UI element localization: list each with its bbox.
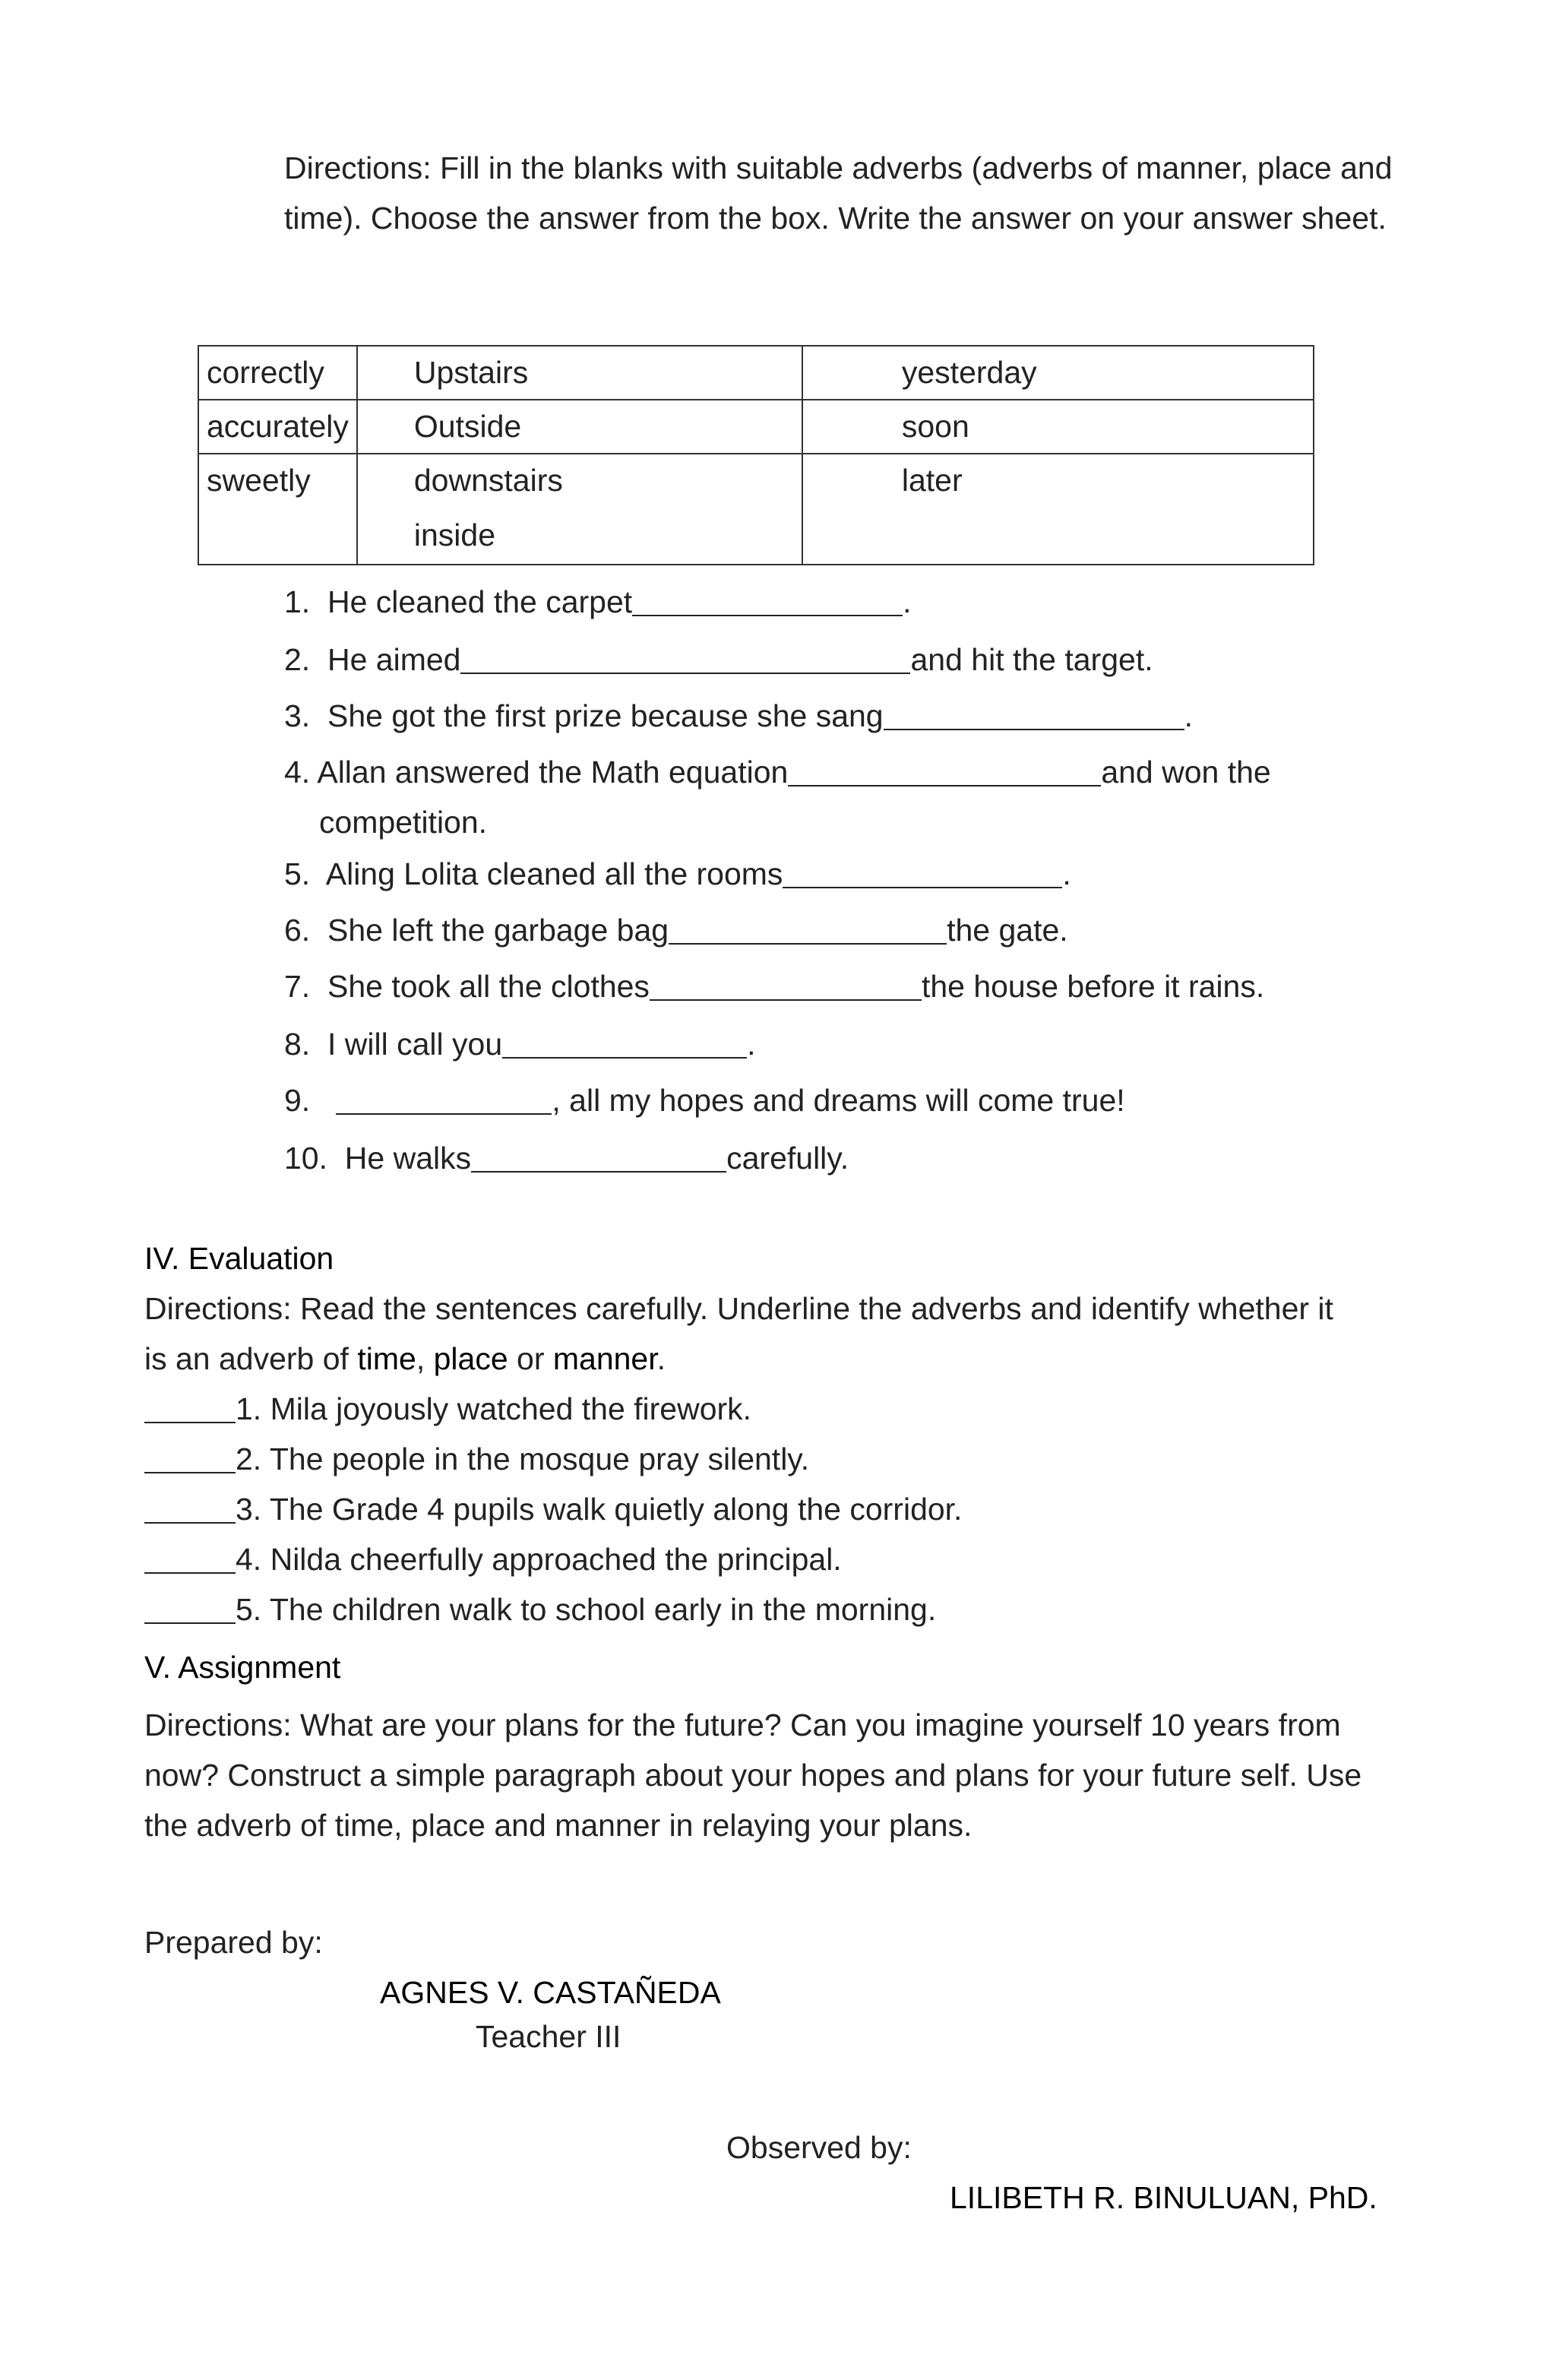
item-number: 2. bbox=[284, 642, 311, 678]
exercise-item-5 bbox=[284, 856, 1071, 893]
item-number: 5. bbox=[284, 856, 311, 892]
item-text: 4. Nilda cheerfully approached the principal. bbox=[236, 1542, 842, 1578]
keyword-place: place bbox=[433, 1341, 508, 1376]
word-cell: sweetly bbox=[198, 454, 357, 565]
assignment-line-2: now? Construct a simple paragraph about your hopes and plans for your future self. Use bbox=[144, 1758, 1362, 1793]
item-text: 1. Mila joyously watched the firework. bbox=[236, 1391, 752, 1427]
item-text: He walks bbox=[344, 1141, 472, 1176]
item-text: Allan answered the Math equation bbox=[317, 755, 789, 790]
assignment-line-1: Directions: What are your plans for the future? Can you imagine yourself 10 years from bbox=[144, 1707, 1341, 1742]
item-number: 1. bbox=[284, 584, 311, 620]
word-cell: correctly bbox=[198, 346, 357, 400]
item-number: 10. bbox=[284, 1141, 327, 1176]
word-cell: later bbox=[802, 454, 1314, 565]
answer-blank[interactable] bbox=[650, 968, 922, 1001]
exercise-item-9 bbox=[284, 1082, 1125, 1119]
item-text: and won the bbox=[1101, 755, 1271, 790]
item-text: . bbox=[1184, 698, 1194, 734]
evaluation-item bbox=[144, 1441, 809, 1478]
observed-by-label: Observed by: bbox=[726, 2130, 912, 2165]
item-number: 6. bbox=[284, 913, 311, 948]
item-text: He cleaned the carpet bbox=[327, 584, 633, 620]
observed-by-name: LILIBETH R. BINULUAN, PhD. bbox=[950, 2180, 1377, 2215]
item-text: He aimed bbox=[327, 642, 461, 678]
item-text: and hit the target. bbox=[910, 642, 1153, 678]
word-cell-line: downstairs bbox=[413, 463, 563, 498]
exercise-item-2 bbox=[284, 641, 1153, 679]
item-text: I will call you bbox=[327, 1027, 503, 1062]
prepared-by-label: Prepared by: bbox=[144, 1925, 323, 1960]
answer-blank[interactable] bbox=[471, 1140, 726, 1173]
answer-blank[interactable] bbox=[144, 1491, 236, 1524]
directions-text: or bbox=[508, 1341, 553, 1376]
prepared-by-name: AGNES V. CASTAÑEDA bbox=[380, 1975, 721, 2010]
answer-blank[interactable] bbox=[144, 1391, 236, 1423]
keyword-manner: manner bbox=[552, 1341, 657, 1376]
item-text: She took all the clothes bbox=[327, 969, 650, 1005]
answer-blank[interactable] bbox=[336, 1082, 552, 1115]
item-number: 9. bbox=[284, 1083, 311, 1119]
answer-blank[interactable] bbox=[783, 856, 1062, 888]
item-text: She got the first prize because she sang bbox=[327, 698, 884, 734]
word-cell-multi bbox=[357, 454, 802, 565]
item-text: carefully. bbox=[726, 1141, 849, 1176]
exercise-item-6 bbox=[284, 912, 1068, 949]
evaluation-item bbox=[144, 1541, 842, 1578]
answer-blank[interactable] bbox=[669, 912, 947, 945]
item-text: 5. The children walk to school early in the morning. bbox=[236, 1592, 937, 1628]
table-row bbox=[198, 346, 1314, 400]
answer-blank[interactable] bbox=[460, 641, 910, 674]
directions-text: , bbox=[416, 1341, 434, 1376]
exercise-item-8 bbox=[284, 1026, 756, 1063]
item-number: 8. bbox=[284, 1027, 311, 1062]
answer-blank[interactable] bbox=[144, 1541, 236, 1574]
prepared-by-title: Teacher III bbox=[476, 2019, 621, 2054]
word-cell: yesterday bbox=[802, 346, 1314, 400]
word-cell-line: inside bbox=[413, 517, 495, 552]
evaluation-item bbox=[144, 1591, 936, 1628]
exercise-item-1 bbox=[284, 584, 912, 621]
answer-blank[interactable] bbox=[144, 1441, 236, 1473]
word-cell: Upstairs bbox=[357, 346, 802, 400]
directions-text: . bbox=[656, 1341, 666, 1376]
word-cell: accurately bbox=[198, 400, 357, 454]
item-text: 2. The people in the mosque pray silently. bbox=[236, 1442, 810, 1477]
answer-blank[interactable] bbox=[884, 698, 1184, 730]
item-text: Aling Lolita cleaned all the rooms bbox=[325, 856, 783, 892]
exercise-item-4 bbox=[284, 754, 1271, 791]
answer-blank[interactable] bbox=[788, 754, 1101, 786]
item-text: , all my hopes and dreams will come true! bbox=[552, 1083, 1125, 1119]
word-cell: Outside bbox=[357, 400, 802, 454]
directions-text: is an adverb of bbox=[144, 1341, 358, 1376]
evaluation-item bbox=[144, 1391, 751, 1428]
item-number: 3. bbox=[284, 698, 311, 734]
word-box-table bbox=[198, 345, 1314, 565]
item-number: 7. bbox=[284, 969, 311, 1005]
evaluation-heading: IV. Evaluation bbox=[144, 1241, 334, 1276]
assignment-line-3: the adverb of time, place and manner in relaying your plans. bbox=[144, 1808, 972, 1843]
item-text: . bbox=[747, 1027, 756, 1062]
exercise-item-7 bbox=[284, 968, 1264, 1005]
item-text: . bbox=[903, 584, 912, 620]
answer-blank[interactable] bbox=[144, 1591, 236, 1624]
answer-blank[interactable] bbox=[502, 1026, 747, 1059]
table-row bbox=[198, 454, 1314, 565]
exercise-item-10 bbox=[284, 1140, 849, 1177]
answer-blank[interactable] bbox=[632, 584, 903, 616]
item-text: the gate. bbox=[947, 913, 1068, 948]
item-text: the house before it rains. bbox=[921, 969, 1265, 1005]
evaluation-item bbox=[144, 1491, 962, 1528]
item-number: 4. bbox=[284, 755, 311, 790]
exercise-item-4-continuation: competition. bbox=[319, 805, 488, 840]
word-cell: soon bbox=[802, 400, 1314, 454]
evaluation-directions-line-1: Directions: Read the sentences carefully. Underline the adverbs and identify whether it bbox=[144, 1291, 1333, 1326]
table-row bbox=[198, 400, 1314, 454]
intro-directions: Directions: Fill in the blanks with suitable adverbs (adverbs of manner, place and time). Choose the answer from the box. Write the answer on your answer sheet. bbox=[284, 150, 1393, 236]
evaluation-directions-line-2 bbox=[144, 1340, 666, 1378]
keyword-time: time bbox=[357, 1341, 416, 1376]
item-text: 3. The Grade 4 pupils walk quietly along the corridor. bbox=[236, 1492, 963, 1527]
item-text: . bbox=[1062, 856, 1071, 892]
exercise-item-3 bbox=[284, 698, 1193, 735]
assignment-heading: V. Assignment bbox=[144, 1650, 341, 1685]
item-text: She left the garbage bag bbox=[327, 913, 669, 948]
